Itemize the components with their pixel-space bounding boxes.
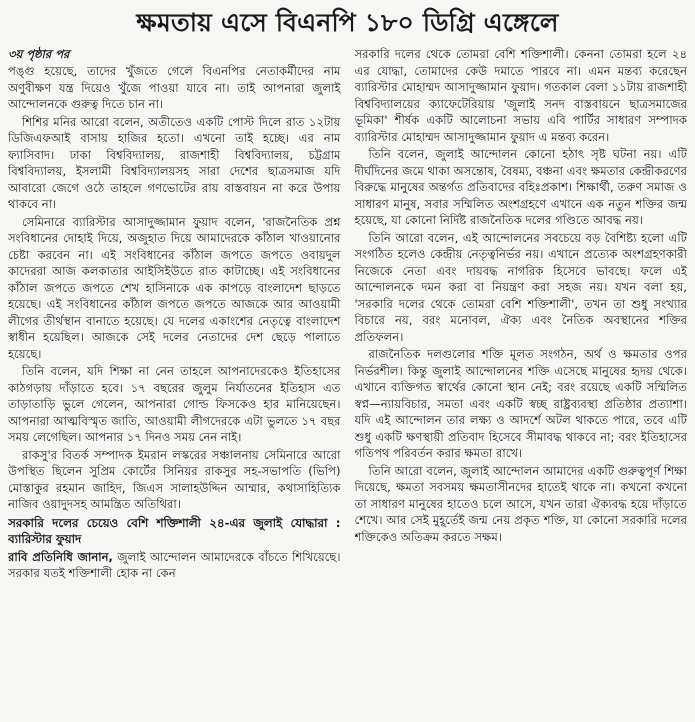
paragraph: তিনি বলেন, জুলাই আন্দোলন কোনো হঠাৎ সৃষ্ট ঘটনা নয়। এটি দীর্ঘদিনের জমে থাকা অসন্তোষ, বৈষম্য, বঞ্চনা এবং ক্ষমতার কেন্দ্রীকরণের বিরুদ্ধে মানুষের অন্তর্গত প্রতিবাদের বহিঃপ্রকাশ। শিক্ষার্থী, তরুণ সমাজ ও সাধারণ মানুষ, সবার সম্মিলিত অংশগ্রহণে এখানে এক নতুন শক্তির জন্ম হয়েছে, যা কোনো নির্দিষ্ট রাজনৈতিক দলের গণ্ডিতে আবদ্ধ নয়। [354,147,687,227]
article-body [8,46,687,720]
paragraph: রাকসু'র বিতর্ক সম্পাদক ইমরান লস্করের সঞ্চালনায় সেমিনারে আরো উপস্থিত ছিলেন সুপ্রিম কোর্টের সিনিয়র রাকসুর সহ-সভাপতি (ভিপি) মোস্তাকুর রহমান জাহিদ, জিএস সালাহউদ্দিন আম্মার, কথাসাহিত্যিক নাজিব ওয়াদুদসহ আমন্ত্রিত অতিথিরা। [8,447,341,511]
paragraph: সেমিনারে ব্যারিস্টার আসাদুজ্জামান ফুয়াদ বলেন, 'রাজনৈতিক প্রশ্ন সংবিধানের দোহাই দিয়ে, অজুহাত দিয়ে আমাদেরকে কাঁঠাল খাওয়ানোর চেষ্টা করবেন না। এই সংবিধানের কাঁঠাল জপতে জপতে ওবায়দুল কাদেররা আজ কলকাতার আইসিইউতে রাত কাটাচ্ছে। এই সংবিধানের কাঁঠাল জপতে জপতে শেখ হাসিনাকে এক কাপড়ে বাংলাদেশ ছাড়তে হয়েছে। এই সংবিধানের কাঁঠাল জপতে জপতে আজকে আর আওয়ামী লীগের তীর্থস্থান বানাতে হয়েছে। যে দলের একাংশের নেতৃত্বে বাংলাদেশ স্বাধীন হয়েছিল। আজকে সেই দলের নেতাদের দেশ ছেড়ে পালাতে হয়েছে। [8,214,341,361]
paragraph: রাজনৈতিক দলগুলোর শক্তি মূলত সংগঠন, অর্থ ও ক্ষমতার ওপর নির্ভরশীল। কিন্তু জুলাই আন্দোলনের শক্তি এসেছে মানুষের হৃদয় থেকে। এখানে ব্যক্তিগত স্বার্থের কোনো স্থান নেই; বরং রয়েছে একটি সম্মিলিত স্বপ্ন—ন্যায়বিচার, সমতা এবং একটি স্বচ্ছ রাষ্ট্রব্যবস্থা প্রতিষ্ঠার প্রত্যাশা। যদি এই আন্দোলন তার লক্ষ্য ও আদর্শে অটল থাকতে পারে, তবে এটি শুধু একটি ক্ষণস্থায়ী প্রতিবাদ হিসেবে সীমাবদ্ধ থাকবে না; বরং ইতিহাসের গতিপথ পরিবর্তন করার ক্ষমতা রাখে। [354,347,687,460]
paragraph: তিনি আরো বলেন, এই আন্দোলনের সবচেয়ে বড় বৈশিষ্ট্য হলো এটি সংগঠিত হলেও কেন্দ্রীয় নেতৃত্বনির্ভর নয়। এখানে প্রত্যেক অংশগ্রহণকারী নিজেকে নেতা এবং দায়বদ্ধ নাগরিক হিসেবে ভাবছে। ফলে এই আন্দোলনকে দমন করা বা নিয়ন্ত্রণ করা সহজ নয়। যখন বলা হয়, 'সরকারি দলের থেকে তোমরা বেশি শক্তিশালী', তখন তা শুধু সংখ্যার বিচারে নয়, বরং মনোবল, ঐক্য এবং নৈতিক অবস্থানের শক্তির প্রতিফলন। [354,230,687,344]
left-column [8,46,341,720]
dateline: রাবি প্রতিনিধি জানান, [8,549,113,564]
right-column [355,46,688,720]
paragraph: সরকারি দলের থেকে তোমরা বেশি শক্তিশালী। কেননা তোমরা হলে ২৪ এর যোদ্ধা, তোমাদের কেউ দমাতে পারবে না। এমন মন্তব্য করেছেন ব্যারিস্টার মোহাম্মদ আসাদুজ্জামান ফুয়াদ। গতকাল বেলা ১১টায় রাজশাহী বিশ্ববিদ্যালয়ের ক্যাফেটেরিয়ায় 'জুলাই সনদ বাস্তবায়নে ছাত্রসমাজের ভূমিকা' শীর্ষক একটি আলোচনা সভায় এবি পার্টির সাধারণ সম্পাদক ব্যারিস্টার মোহাম্মদ আসাদুজ্জামান ফুয়াদ এ মন্তব্য করেন। [354,47,687,144]
paragraph: তিনি আরো বলেন, জুলাই আন্দোলন আমাদের একটি গুরুত্বপূর্ণ শিক্ষা দিয়েছে, ক্ষমতা সবসময় ক্ষমতাসীনদের হাতেই থাকে না। কখনো কখনো তা সাধারণ মানুষের হাতেও চলে আসে, যখন তারা ঐক্যবদ্ধ হয়ে দাঁড়াতে শেখে। আর সেই মুহূর্তেই জন্ম নেয় প্রকৃত শক্তি, যা কোনো সরকারি দলের শক্তিকেও অতিক্রম করতে সক্ষম। [354,463,687,544]
jump-label: ৩য় পৃষ্ঠার পর [8,47,70,61]
subheading: সরকারি দলের চেয়েও বেশি শক্তিশালী ২৪-এর জুলাই যোদ্ধারা : ব্যারিস্টার ফুয়াদ [8,515,341,546]
paragraph: তিনি বলেন, যদি শিক্ষা না নেন তাহলে আপনাদেরকেও ইতিহাসের কাঠগড়ায় দাঁড়াতে হবে। ১৭ বছরের জুলুম নির্যাতনের ইতিহাস এত তাড়াতাড়ি ভুলে গেলেন, আপনারা গোল্ড ফিসকেও হার মানিয়েছেন। আপনারা আত্মবিস্মৃত জাতি, আওয়ামী লীগদেরকে এটা ভুলতে ১৭ বছর সময় লেগেছিল। আপনার ১৭ দিনও সময় নেন নাই। [8,364,341,444]
paragraph: পঙ্গু হয়েছে, তাদের খুঁজতে গেলে বিএনপির নেতাকর্মীদের নাম অণুবীক্ষণ যন্ত্র দিয়েও খুঁজে পাওয়া যাবে না। তাই আপনারা জুলাই আন্দোলনকে গুরুত্ব দিতে চান না। [8,64,341,111]
paragraph [8,549,341,582]
paragraph-text: জুলাই আন্দোলন আমাদেরকে বাঁচতে শিখিয়েছে। সরকার যতই শক্তিশালী হোক না কেন [8,549,341,580]
paragraph: শিশির মনির আরো বলেন, অতীতেও একটি পোস্ট দিলে রাত ১২টায় ডিজিএফআই বাসায় হাজির হতো। এখনো তাই হচ্ছে। এর নাম ফ্যাসিবাদ। ঢাকা বিশ্ববিদ্যালয়, রাজশাহী বিশ্ববিদ্যালয়, চট্টগ্রাম বিশ্ববিদ্যালয়, ইসলামী বিশ্ববিদ্যালয়সহ সারা দেশের ছাত্রসমাজ যদি আবারো জেগে ওঠে তাহলে গণভোটের রায় বাস্তবায়ন না করে উপায় থাকবে না। [8,114,341,211]
page-title: ক্ষমতায় এসে বিএনপি ১৮০ ডিগ্রি এঙ্গেলে [136,8,559,37]
